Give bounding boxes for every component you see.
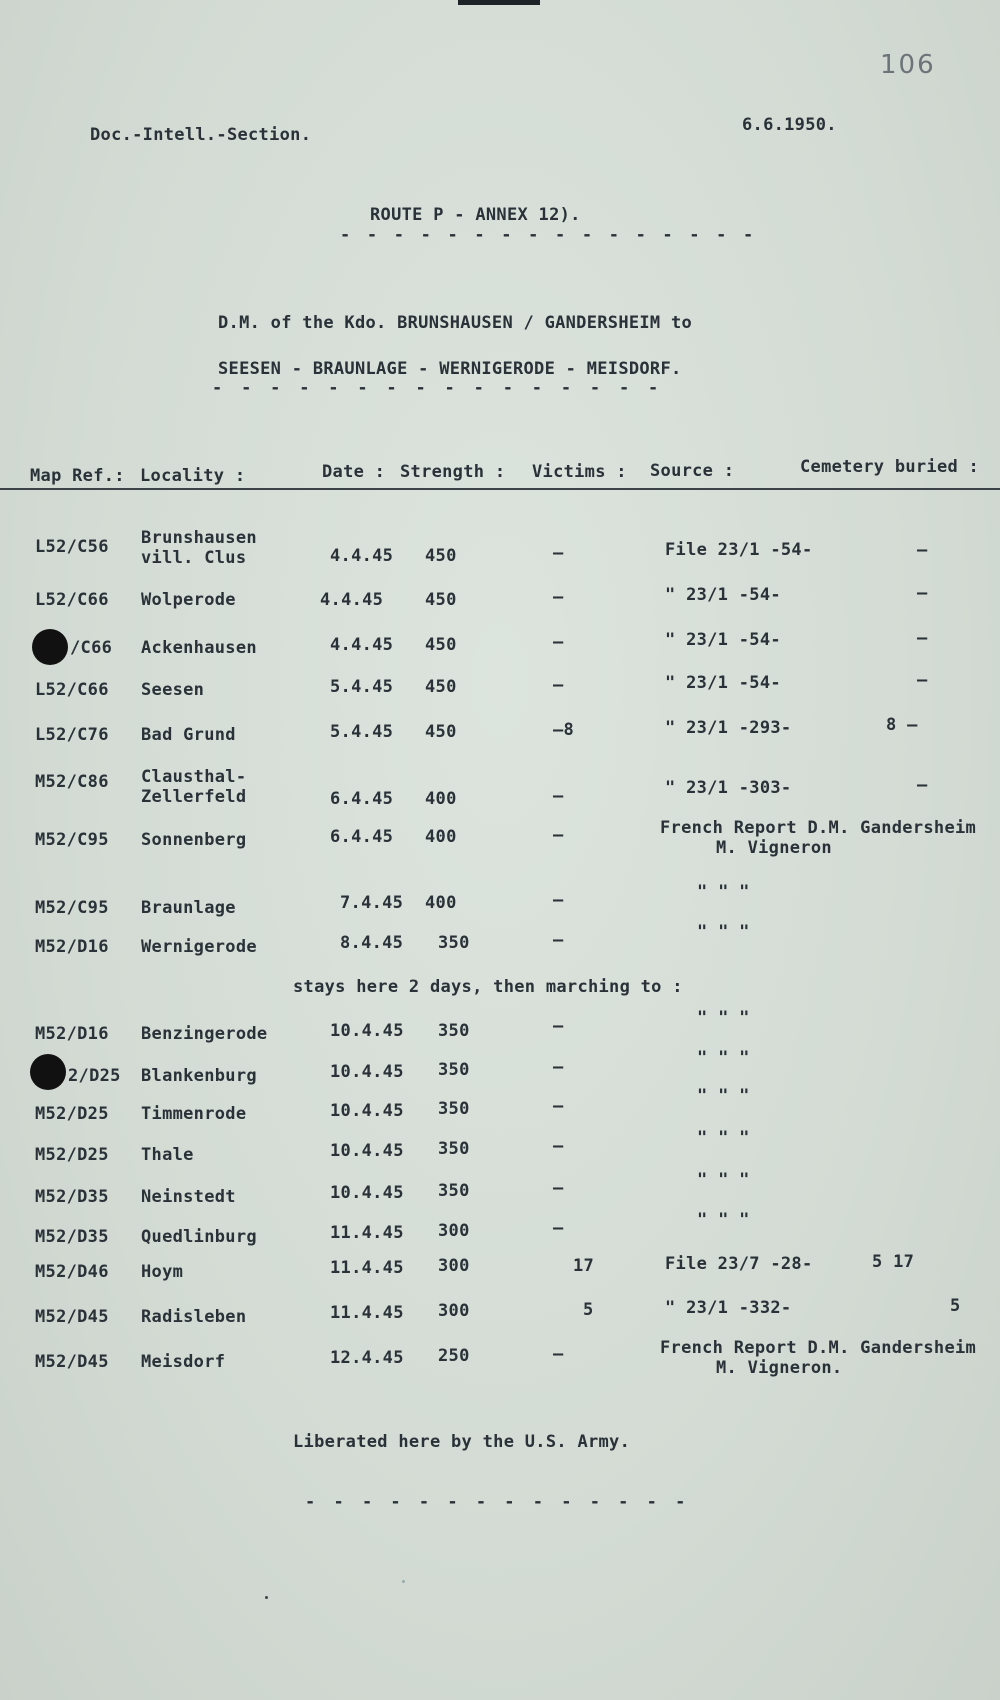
strength: 350 (438, 1021, 470, 1041)
source: File 23/7 -28- (665, 1254, 813, 1274)
map-ref: L52/C56 (35, 537, 109, 557)
source: French Report D.M. Gandersheim (660, 818, 977, 838)
locality: Wernigerode (141, 937, 257, 957)
source: " " " (697, 1048, 750, 1068)
header-rule (0, 488, 1000, 490)
title-underline: - - - - - - - - - - - - - - - - (340, 225, 757, 245)
source-cont: M. Vigneron (716, 838, 832, 858)
source: " " " (697, 1008, 750, 1028)
strength: 450 (425, 677, 457, 697)
document-date: 6.6.1950. (742, 115, 837, 135)
victims: — (553, 1016, 564, 1036)
source: " 23/1 -303- (665, 778, 792, 798)
date: 11.4.45 (330, 1223, 404, 1243)
map-ref: M52/D35 (35, 1187, 109, 1207)
map-ref: M52/D45 (35, 1352, 109, 1372)
locality: Benzingerode (141, 1024, 268, 1044)
source: French Report D.M. Gandersheim (660, 1338, 977, 1358)
map-ref: M52/D16 (35, 937, 109, 957)
locality-cont: vill. Clus (141, 548, 247, 568)
top-edge-mark (458, 0, 540, 5)
victims: — (553, 1344, 564, 1364)
strength: 350 (438, 933, 470, 953)
date: 10.4.45 (330, 1141, 404, 1161)
source: " " " (697, 1210, 750, 1230)
date: 8.4.45 (340, 933, 404, 953)
victims: — (553, 675, 564, 695)
cemetery: 5 (950, 1296, 961, 1316)
strength: 450 (425, 635, 457, 655)
locality: Sonnenberg (141, 830, 247, 850)
locality: Clausthal- (141, 767, 247, 787)
locality-cont: Zellerfeld (141, 787, 247, 807)
header-cemetery: Cemetery buried : (800, 457, 980, 477)
victims: — (553, 1218, 564, 1238)
date: 4.4.45 (320, 590, 384, 610)
source: " 23/1 -332- (665, 1298, 792, 1318)
locality: Brunshausen (141, 528, 257, 548)
source-cont: M. Vigneron. (716, 1358, 843, 1378)
source: " " " (697, 922, 750, 942)
date: 4.4.45 (330, 546, 394, 566)
victims: — (553, 1057, 564, 1077)
cemetery: — (917, 583, 928, 603)
map-ref: L52/C76 (35, 725, 109, 745)
locality: Seesen (141, 680, 205, 700)
source: " 23/1 -293- (665, 718, 792, 738)
cemetery: — (917, 540, 928, 560)
interlude-note: stays here 2 days, then marching to : (293, 977, 683, 997)
map-ref: M52/D16 (35, 1024, 109, 1044)
victims: 5 (583, 1300, 594, 1320)
date: 10.4.45 (330, 1062, 404, 1082)
strength: 350 (438, 1181, 470, 1201)
punch-hole (30, 1054, 66, 1090)
source: " 23/1 -54- (665, 630, 781, 650)
cemetery: 8 — (886, 715, 918, 735)
map-ref: M52/D25 (35, 1145, 109, 1165)
victims: 17 (573, 1256, 595, 1276)
strength: 300 (438, 1301, 470, 1321)
map-ref: M52/D35 (35, 1227, 109, 1247)
victims: — (553, 1136, 564, 1156)
source: " 23/1 -54- (665, 673, 781, 693)
source: File 23/1 -54- (665, 540, 813, 560)
title: ROUTE P - ANNEX 12). (370, 205, 581, 225)
map-ref: M52/C95 (35, 898, 109, 918)
header-date: Date : (322, 462, 386, 482)
section-label: Doc.-Intell.-Section. (90, 125, 312, 145)
strength: 350 (438, 1139, 470, 1159)
subtitle-line1: D.M. of the Kdo. BRUNSHAUSEN / GANDERSHEIM to (218, 313, 693, 333)
subtitle-line2: SEESEN - BRAUNLAGE - WERNIGERODE - MEISDORF. (218, 359, 682, 379)
subtitle-underline: - - - - - - - - - - - - - - - - (212, 378, 663, 398)
strength: 350 (438, 1099, 470, 1119)
source: " " " (697, 1128, 750, 1148)
locality: Ackenhausen (141, 638, 257, 658)
header-map-ref: Map Ref.: (30, 466, 125, 486)
locality: Bad Grund (141, 725, 236, 745)
map-ref: M52/C95 (35, 830, 109, 850)
strength: 450 (425, 546, 457, 566)
strength: 400 (425, 789, 457, 809)
locality: Neinstedt (141, 1187, 236, 1207)
locality: Quedlinburg (141, 1227, 257, 1247)
locality: Braunlage (141, 898, 236, 918)
locality: Thale (141, 1145, 194, 1165)
strength: 250 (438, 1346, 470, 1366)
source: " 23/1 -54- (665, 585, 781, 605)
locality: Radisleben (141, 1307, 247, 1327)
map-ref: L52/C66 (35, 590, 109, 610)
date: 6.4.45 (330, 789, 394, 809)
locality: Hoym (141, 1262, 184, 1282)
header-victims: Victims : (532, 462, 627, 482)
victims: — (553, 543, 564, 563)
header-source: Source : (650, 461, 735, 481)
cemetery: 5 17 (872, 1252, 915, 1272)
paper-speck (402, 1580, 405, 1583)
header-strength: Strength : (400, 462, 506, 482)
map-ref: 2/D25 (68, 1066, 121, 1086)
footer-underline: - - - - - - - - - - - - - - (305, 1492, 690, 1512)
victims: — (553, 1096, 564, 1116)
date: 7.4.45 (340, 893, 404, 913)
source: " " " (697, 882, 750, 902)
date: 5.4.45 (330, 722, 394, 742)
map-ref: M52/D45 (35, 1307, 109, 1327)
locality: Timmenrode (141, 1104, 247, 1124)
victims: — (553, 825, 564, 845)
strength: 450 (425, 722, 457, 742)
strength: 300 (438, 1256, 470, 1276)
victims: — (553, 632, 564, 652)
victims: —8 (553, 720, 575, 740)
date: 5.4.45 (330, 677, 394, 697)
strength: 350 (438, 1060, 470, 1080)
header-locality: Locality : (140, 466, 246, 486)
victims: — (553, 786, 564, 806)
date: 10.4.45 (330, 1183, 404, 1203)
footer-note: Liberated here by the U.S. Army. (293, 1432, 631, 1452)
victims: — (553, 587, 564, 607)
map-ref: /C66 (70, 638, 113, 658)
paper-speck (265, 1596, 268, 1599)
date: 10.4.45 (330, 1101, 404, 1121)
locality: Blankenburg (141, 1066, 257, 1086)
strength: 450 (425, 590, 457, 610)
cemetery: — (917, 775, 928, 795)
strength: 300 (438, 1221, 470, 1241)
source: " " " (697, 1170, 750, 1190)
date: 11.4.45 (330, 1303, 404, 1323)
map-ref: L52/C66 (35, 680, 109, 700)
punch-hole (32, 629, 68, 665)
date: 11.4.45 (330, 1258, 404, 1278)
locality: Wolperode (141, 590, 236, 610)
strength: 400 (425, 827, 457, 847)
date: 6.4.45 (330, 827, 394, 847)
source: " " " (697, 1086, 750, 1106)
date: 12.4.45 (330, 1348, 404, 1368)
locality: Meisdorf (141, 1352, 226, 1372)
date: 4.4.45 (330, 635, 394, 655)
map-ref: M52/C86 (35, 772, 109, 792)
map-ref: M52/D46 (35, 1262, 109, 1282)
page-number: 106 (880, 50, 936, 80)
strength: 400 (425, 893, 457, 913)
victims: — (553, 890, 564, 910)
map-ref: M52/D25 (35, 1104, 109, 1124)
victims: — (553, 1178, 564, 1198)
cemetery: — (917, 628, 928, 648)
date: 10.4.45 (330, 1021, 404, 1041)
victims: — (553, 930, 564, 950)
cemetery: — (917, 670, 928, 690)
